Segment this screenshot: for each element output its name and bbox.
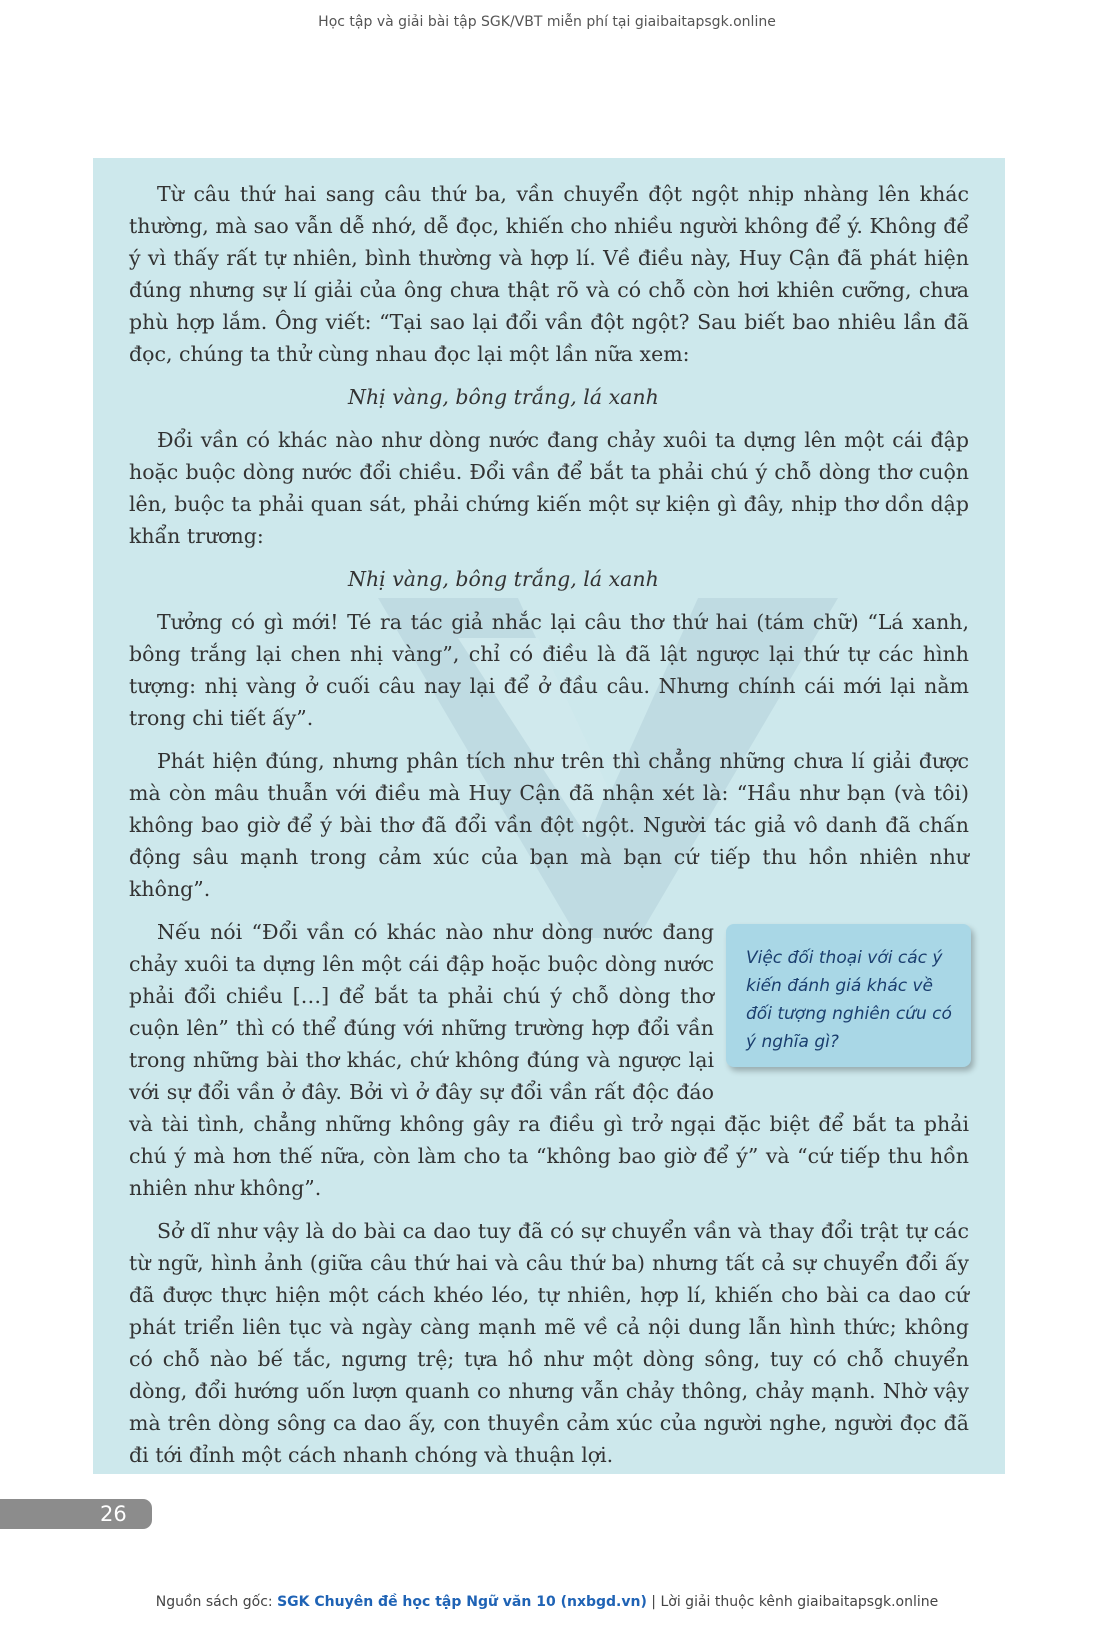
verse-line-1: Nhị vàng, bông trắng, lá xanh <box>348 385 659 409</box>
content-box <box>93 158 1005 1474</box>
footer-prefix: Nguồn sách gốc: <box>155 1594 278 1610</box>
paragraph-1: Từ câu thứ hai sang câu thứ ba, vần chuyển đột ngột nhịp nhàng lên khác thường, mà sao vẫn dễ nhớ, dễ đọc, khiến cho nhiều người không để ý. Không để ý vì thấy rất tự nhiên, bình thường và hợp lí. Về điều này, Huy Cận đã phát hiện đúng nhưng sự lí giải của ông chưa thật rõ và có chỗ còn hơi khiên cưỡng, chưa phù hợp lắm. Ông viết: “Tại sao lại đổi vần đột ngột? Sau biết bao nhiêu lần đã đọc, chúng ta thử cùng nhau đọc lại một lần nữa xem: <box>129 182 969 366</box>
reflection-question-box: Việc đối thoại với các ý kiến đánh giá khác về đối tượng nghiên cứu có ý nghĩa gì? <box>726 924 971 1067</box>
page-number: 26 <box>100 1502 127 1526</box>
site-header: Học tập và giải bài tập SGK/VBT miễn phí tại giaibaitapsgk.online <box>318 14 776 30</box>
paragraph-2: Đổi vần có khác nào như dòng nước đang chảy xuôi ta dựng lên một cái đập hoặc buộc dòng nước đổi chiều. Đổi vần để bắt ta phải chú ý chỗ dòng thơ cuộn lên, buộc ta phải quan sát, phải chứng kiến một sự kiện gì đây, nhịp thơ dồn dập khẩn trương: <box>129 428 969 548</box>
paragraph-6: Sở dĩ như vậy là do bài ca dao tuy đã có sự chuyển vần và thay đổi trật tự các từ ngữ, hình ảnh (giữa câu thứ hai và câu thứ ba) nhưng tất cả sự chuyển đổi ấy đã được thực hiện một cách khéo léo, tự nhiên, hợp lí, khiến cho bài ca dao cứ phát triển liên tục và ngày càng mạnh mẽ về cả nội dung lẫn hình thức; không có chỗ nào bế tắc, ngưng trệ; tựa hồ như một dòng sông, tuy có chỗ chuyển dòng, đổi hướng uốn lượn quanh co nhưng vẫn chảy thông, chảy mạnh. Nhờ vậy mà trên dòng sông ca dao ấy, con thuyền cảm xúc của người nghe, người đọc đã đi tới đỉnh một cách nhanh chóng và thuận lợi. <box>129 1219 969 1467</box>
footer-suffix: | Lời giải thuộc kênh giaibaitapsgk.online <box>646 1594 939 1610</box>
source-book-link[interactable]: SGK Chuyên đề học tập Ngữ văn 10 (nxbgd.vn) <box>277 1594 647 1610</box>
page-number-tab <box>0 1499 152 1529</box>
source-footer <box>0 1594 1094 1610</box>
paragraph-5: Nếu nói “Đổi vần có khác nào như dòng nước đang chảy xuôi ta dựng lên một cái đập hoặc buộc dòng nước phải đổi chiều […] để bắt ta phải chú ý chỗ dòng thơ cuộn lên” thì có thể đúng với những trường hợp đổi vần trong những bài thơ khác, chứ không đúng và ngược lại với sự đổi vần ở đây. Bởi vì ở đây sự đổi vần rất độc đáo và tài tình, chẳng những không gây ra điều gì trở ngại đặc biệt để bắt ta phải chú ý mà hơn thế nữa, còn làm cho ta “không bao giờ để ý” và “cứ tiếp thu hồn nhiên như không”. <box>129 920 969 1200</box>
paragraph-3: Tưởng có gì mới! Té ra tác giả nhắc lại câu thơ thứ hai (tám chữ) “Lá xanh, bông trắng lại chen nhị vàng”, chỉ có điều là đã lật ngược lại thứ tự các hình tượng: nhị vàng ở cuối câu nay lại để ở đầu câu. Nhưng chính cái mới lại nằm trong chi tiết ấy”. <box>129 610 969 730</box>
paragraph-4: Phát hiện đúng, nhưng phân tích như trên thì chẳng những chưa lí giải được mà còn mâu thuẫn với điều mà Huy Cận đã nhận xét là: “Hầu như bạn (và tôi) không bao giờ để ý bài thơ đã đổi vần đột ngột. Người tác giả vô danh đã chấn động sâu mạnh trong cảm xúc của bạn mà bạn cứ tiếp thu hồn nhiên như không”. <box>129 749 969 901</box>
verse-line-2: Nhị vàng, bông trắng, lá xanh <box>348 567 659 591</box>
